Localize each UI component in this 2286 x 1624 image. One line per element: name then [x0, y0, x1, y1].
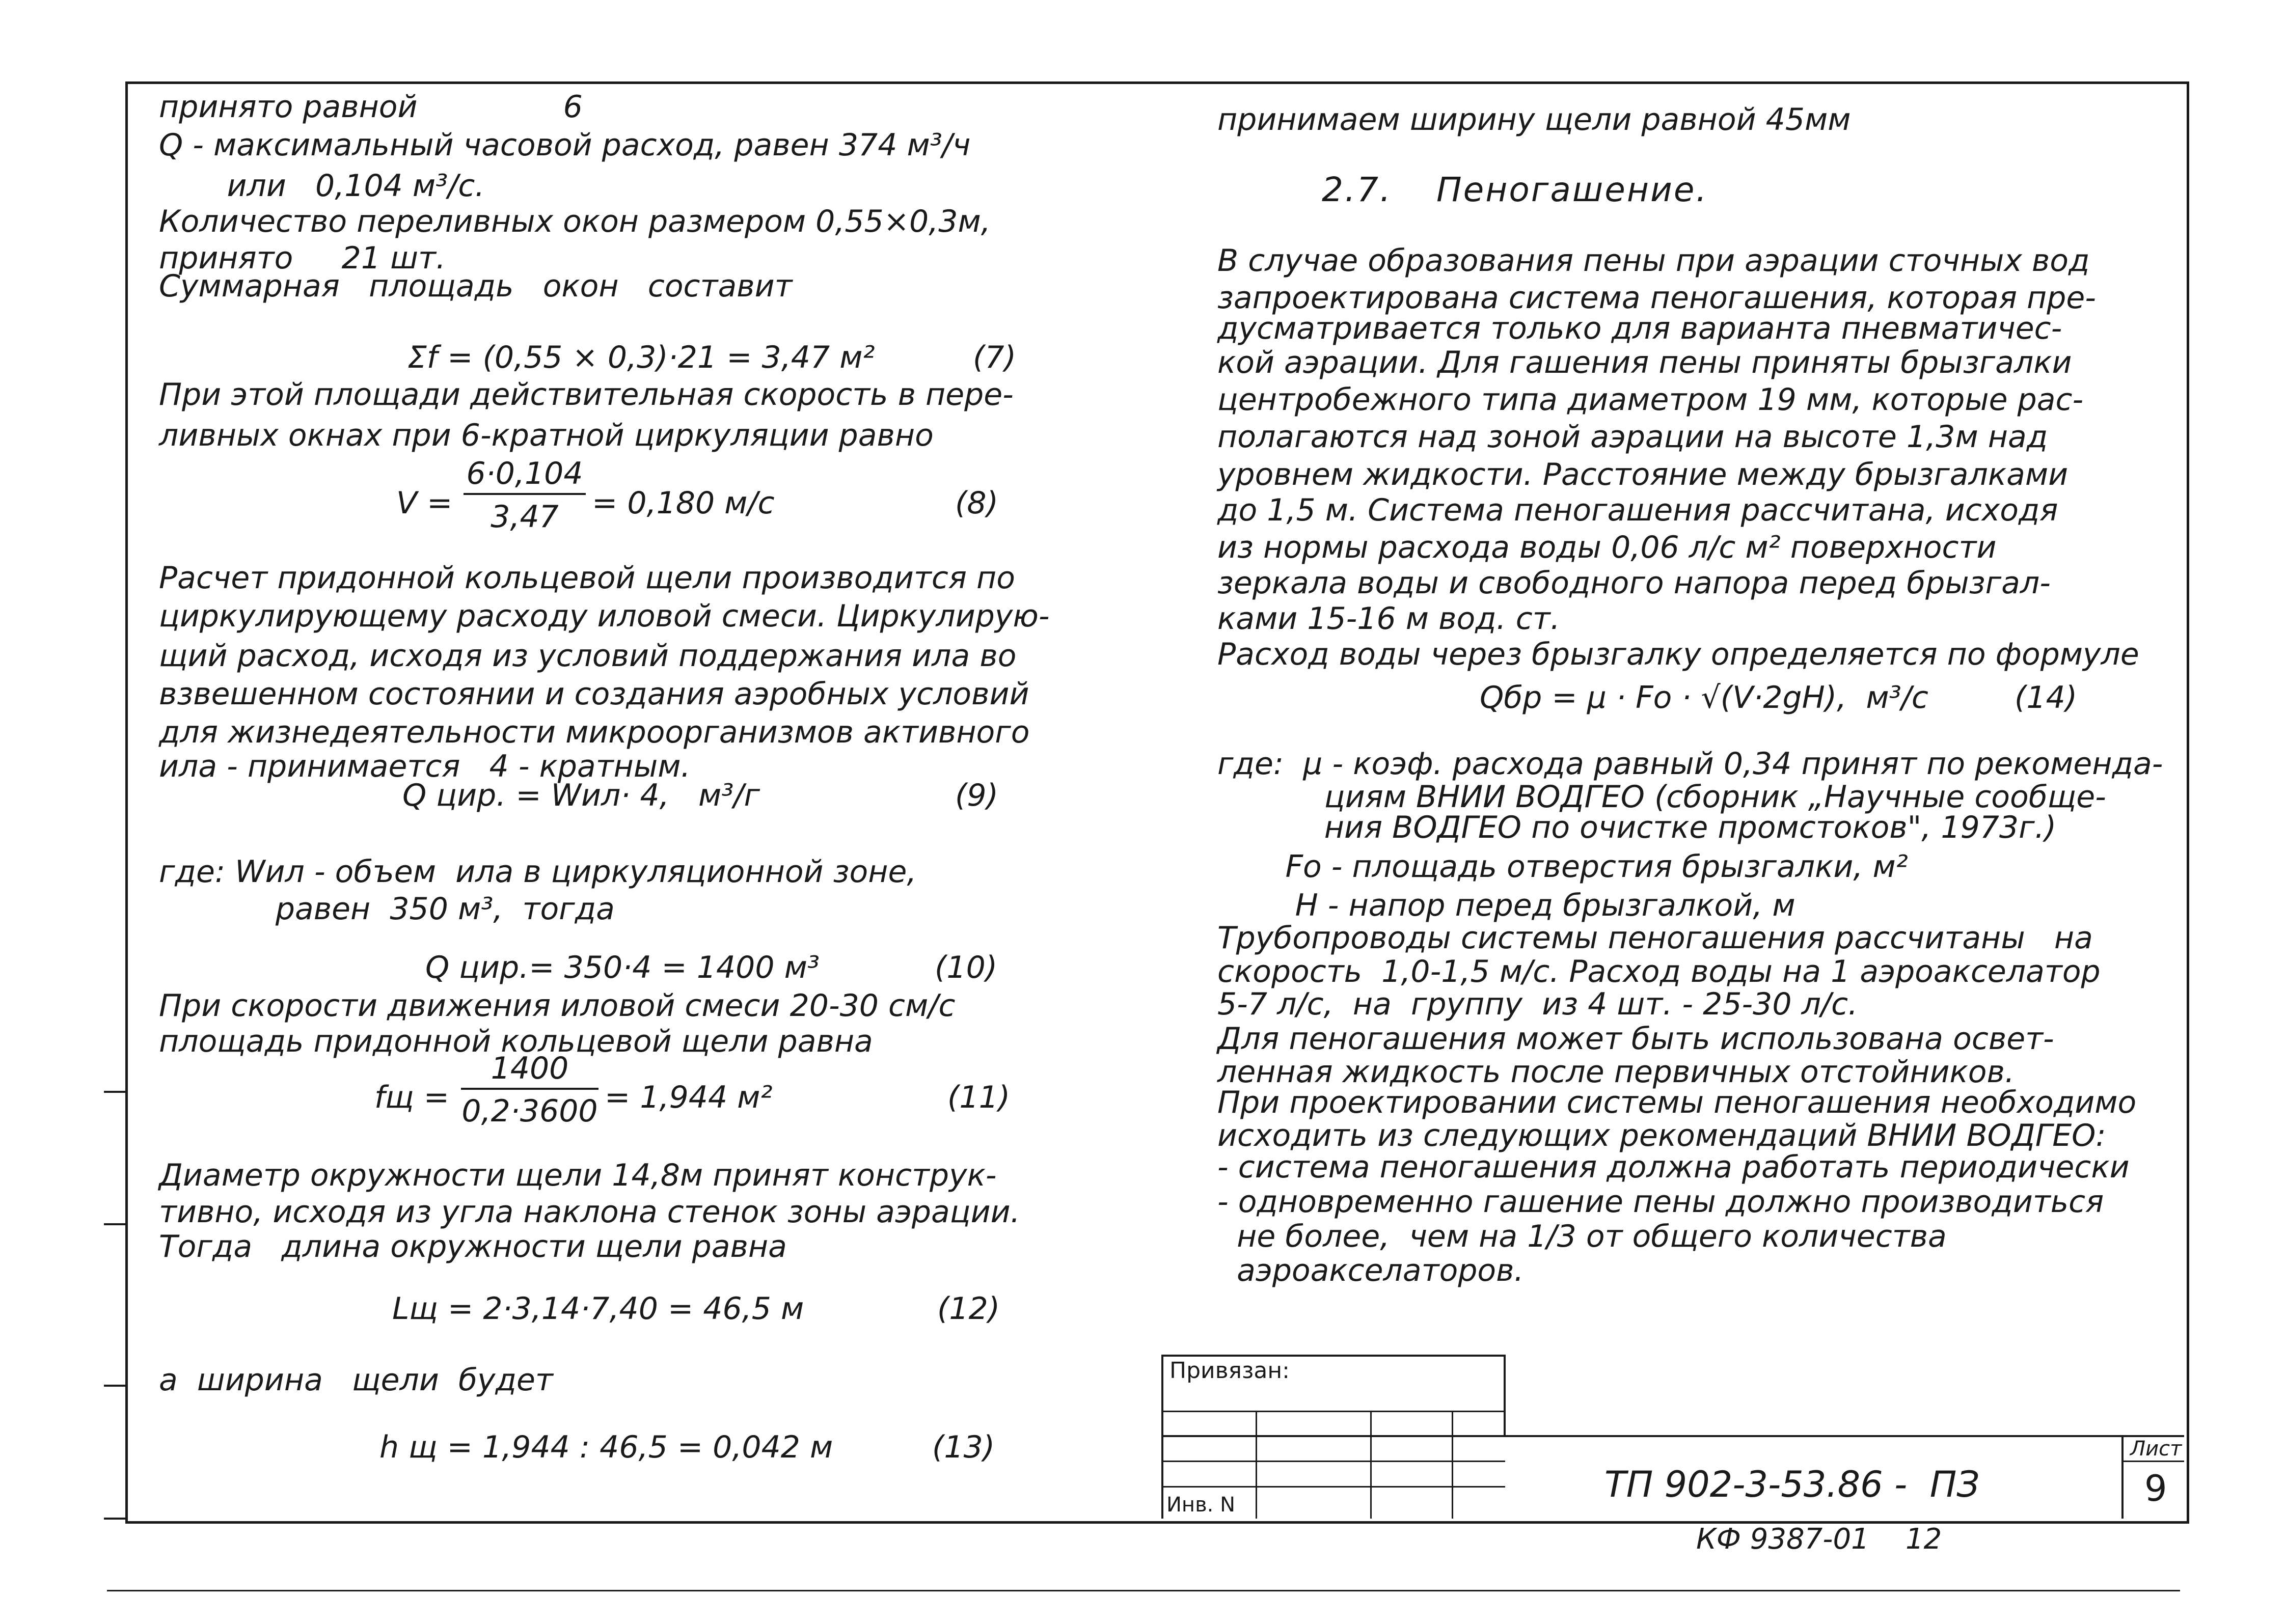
right-line: При проектировании системы пеногашения необходимо — [1217, 1085, 2137, 1120]
left-line: Расчет придонной кольцевой щели производится по — [159, 560, 1015, 596]
right-line: ния ВОДГЕО по очистке промстоков", 1973г.) — [1217, 810, 2057, 845]
right-line: дусматривается только для варианта пневматичес- — [1217, 311, 2062, 346]
stamp-line — [1504, 1355, 1506, 1436]
right-line: 5-7 л/с, на группу из 4 шт. - 25-30 л/с. — [1217, 986, 1858, 1022]
right-line: исходить из следующих рекомендаций ВНИИ ВОДГЕО: — [1217, 1118, 2106, 1153]
formula-8-denominator: 3,47 — [491, 499, 559, 535]
formula-11-rhs: = 1,944 м² — [605, 1080, 773, 1115]
right-line: из нормы расхода воды 0,06 л/с м² поверхности — [1217, 530, 1997, 565]
margin-tick — [104, 1385, 126, 1387]
left-line: Q - максимальный часовой расход, равен 374 м³/ч — [159, 127, 971, 163]
document-code: ТП 902-3-53.86 - ПЗ — [1604, 1464, 1980, 1505]
left-line: ила - принимается 4 - кратным. — [159, 749, 691, 784]
left-line: площадь придонной кольцевой щели равна — [159, 1024, 873, 1059]
stamp-line — [2121, 1461, 2184, 1462]
left-line: Количество переливных окон размером 0,55×0,3м, — [159, 204, 991, 239]
stamp-line — [2121, 1435, 2124, 1519]
stamp-line — [1256, 1411, 1257, 1519]
right-line: ленная жидкость после первичных отстойников. — [1217, 1054, 2015, 1090]
equation-number: (10) — [935, 950, 998, 985]
left-line: тивно, исходя из угла наклона стенок зоны аэрации. — [159, 1194, 1020, 1230]
left-line: щий расход, исходя из условий поддержания ила во — [159, 638, 1017, 674]
equation-number: (9) — [955, 778, 998, 813]
formula-11-lhs: fщ = — [374, 1080, 459, 1115]
left-line: ливных окнах при 6-кратной циркуляции равно — [159, 418, 934, 453]
right-line: Трубопроводы системы пеногашения рассчитаны на — [1217, 920, 2093, 956]
stamp-line — [1161, 1461, 1505, 1462]
formula-8-rhs: = 0,180 м/с — [592, 485, 775, 521]
left-line: Диаметр окружности щели 14,8м принят конструк- — [159, 1158, 997, 1193]
margin-tick — [104, 1223, 126, 1225]
right-line: где: μ - коэф. расхода равный 0,34 принят по рекоменда- — [1217, 746, 2163, 782]
stamp-line — [1161, 1486, 1505, 1488]
section-number: 2.7. — [1322, 170, 1392, 209]
right-line: до 1,5 м. Система пеногашения рассчитана, исходя — [1217, 492, 2058, 528]
equation-number: (7) — [973, 340, 1016, 375]
left-line: принято равной 6 — [159, 89, 583, 125]
left-line: или 0,104 м³/с. — [159, 168, 485, 204]
equation-number: (12) — [937, 1291, 1000, 1327]
sheet-number: 9 — [2144, 1468, 2167, 1509]
stamp-line — [1161, 1355, 1505, 1357]
right-line: Н - напор перед брызгалкой, м — [1217, 888, 1795, 923]
formula-10: Q цир.= 350·4 = 1400 м³ — [425, 950, 820, 985]
stamp-privyazan-label: Привязан: — [1169, 1358, 1290, 1384]
right-line: скорость 1,0-1,5 м/с. Расход воды на 1 аэроакселатор — [1217, 954, 2101, 989]
right-line: В случае образования пены при аэрации сточных вод — [1217, 243, 2090, 279]
fraction-bar — [464, 493, 586, 495]
formula-11-numerator: 1400 — [491, 1051, 569, 1086]
right-line: не более, чем на 1/3 от общего количества — [1217, 1219, 1947, 1254]
sheet-label: Лист — [2130, 1437, 2182, 1461]
stamp-line — [1161, 1411, 1505, 1412]
right-line: центробежного типа диаметром 19 мм, которые рас- — [1217, 382, 2084, 418]
right-line: запроектирована система пеногашения, которая пре- — [1217, 280, 2096, 316]
left-line: При этой площади действительная скорость в пере- — [159, 377, 1014, 412]
formula-11-denominator: 0,2·3600 — [461, 1093, 598, 1129]
stamp-inv-label: Инв. N — [1166, 1493, 1235, 1517]
right-line: зеркала воды и свободного напора перед брызгал- — [1217, 565, 2051, 601]
right-line: Для пеногашения может быть использована освет- — [1217, 1021, 2054, 1057]
right-line: Fo - площадь отверстия брызгалки, м² — [1217, 849, 1908, 885]
left-line: Суммарная площадь окон составит — [159, 268, 793, 304]
left-line: взвешенном состоянии и создания аэробных условий — [159, 676, 1029, 712]
right-line: уровнем жидкости. Расстояние между брызгалками — [1217, 457, 2069, 492]
left-line: где: Wил - объем ила в циркуляционной зоне, — [159, 854, 917, 890]
margin-tick — [104, 1091, 126, 1093]
left-line: При скорости движения иловой смеси 20-30 см/с — [159, 988, 956, 1024]
right-line: - система пеногашения должна работать периодически — [1217, 1149, 2130, 1185]
margin-tick — [104, 1518, 126, 1520]
right-line: ками 15-16 м вод. ст. — [1217, 601, 1560, 637]
bottom-rule — [107, 1590, 2180, 1591]
left-line: Тогда длина окружности щели равна — [159, 1229, 787, 1264]
fraction-bar — [461, 1088, 598, 1090]
right-line: кой аэрации. Для гашения пены приняты брызгалки — [1217, 345, 2072, 380]
formula-8-lhs: V = — [396, 485, 462, 521]
stamp-line — [1370, 1411, 1372, 1519]
right-line: аэроакселаторов. — [1217, 1253, 1524, 1288]
formula-13: h щ = 1,944 : 46,5 = 0,042 м — [379, 1429, 833, 1465]
formula-9: Q цир. = Wил· 4, м³/г — [402, 778, 760, 813]
left-line: равен 350 м³, тогда — [159, 891, 615, 927]
right-line: полагаются над зоной аэрации на высоте 1,3м над — [1217, 419, 2048, 455]
left-line: циркулирующему расходу иловой смеси. Циркулирую- — [159, 598, 1050, 634]
left-line: для жизнедеятельности микроорганизмов активного — [159, 714, 1030, 750]
equation-number: (11) — [947, 1080, 1011, 1115]
left-line: принято 21 шт. — [159, 240, 446, 276]
stamp-line — [1161, 1435, 2184, 1437]
stamp-line — [1452, 1411, 1453, 1519]
right-line: циям ВНИИ ВОДГЕО (сборник „Научные сообще- — [1217, 779, 2106, 815]
section-title: Пеногашение. — [1436, 170, 1708, 209]
formula-12: Lщ = 2·3,14·7,40 = 46,5 м — [392, 1291, 804, 1327]
equation-number: (13) — [932, 1429, 995, 1465]
formula-7: Σf = (0,55 × 0,3)·21 = 3,47 м² — [407, 340, 875, 375]
equation-number: (8) — [955, 485, 998, 521]
formula-14: Qбр = μ · Fo · √(V·2gH), м³/с — [1480, 680, 1928, 715]
left-line: а ширина щели будет — [159, 1362, 553, 1398]
archive-code: КФ 9387-01 12 — [1696, 1523, 1942, 1556]
right-line: - одновременно гашение пены должно производиться — [1217, 1184, 2104, 1220]
right-intro: принимаем ширину щели равной 45мм — [1217, 102, 1851, 137]
formula-8-numerator: 6·0,104 — [466, 456, 583, 491]
right-line: Расход воды через брызгалку определяется по формуле — [1217, 637, 2139, 672]
equation-number: (14) — [2015, 680, 2078, 715]
